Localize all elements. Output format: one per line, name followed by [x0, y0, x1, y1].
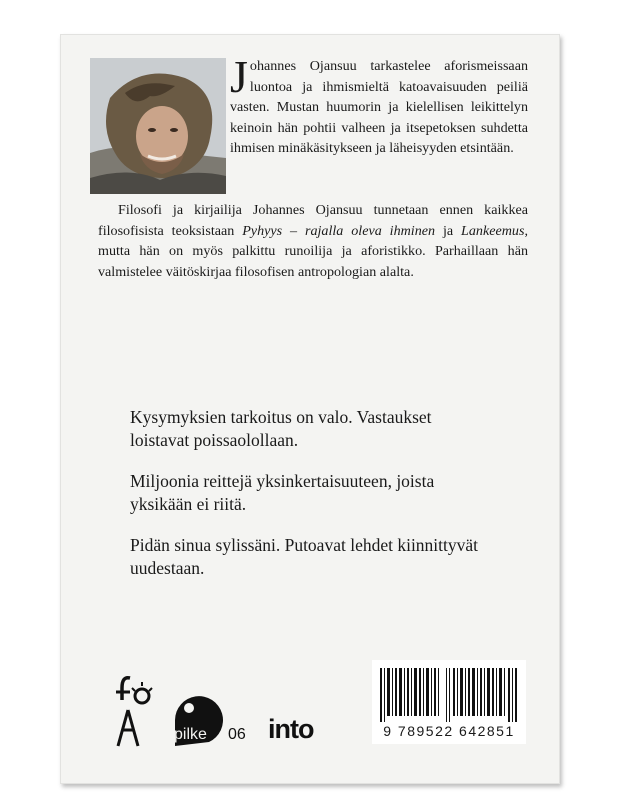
- bio-text-a: Filosofi ja kirjailija Johannes Ojansuu tunnetaan ennen kaikkea filosofisista teoksistaan: [98, 202, 528, 239]
- aphorism-1: Kysymyksien tarkoitus on valo. Vastaukset loistavat poissaolollaan.: [130, 407, 432, 450]
- aphorism-2: Miljoonia reittejä yksinkertaisuuteen, joista yksikään ei riitä.: [130, 471, 435, 514]
- publisher-logo: into: [268, 714, 314, 744]
- fo-logo-icon: [110, 670, 160, 750]
- bio-text-b: ja: [435, 222, 462, 239]
- bio-text-c: , mutta hän on myös palkittu runoilija ja aforistikko. Parhaillaan hän valmistelee väitöskirjaa filosofisen antropologian alalta.: [98, 222, 528, 280]
- author-photo: [90, 58, 226, 194]
- author-portrait-image: [90, 58, 226, 194]
- isbn-barcode: [372, 660, 526, 744]
- aphorism-3: Pidän sinua sylissäni. Putoavat lehdet kiinnittyvät uudestaan.: [130, 535, 479, 578]
- pilke-series-label: pilke: [174, 726, 207, 743]
- book-title-lankeemus: Lankeemus: [461, 222, 525, 239]
- bio-lead-text: ohannes Ojansuu tarkastelee aforismeissaan luontoa ja ihmismieltä katoavaisuuden peiliä vasten. Mustan huumorin ja kielellisen leikittelyn keinoin hän pohtii valheen ja itsepetoksen suhdetta ihmisen minäkäsitykseen ja läheisyyden etsintään.: [230, 58, 528, 156]
- isbn-number: 9 789522 642851: [383, 723, 515, 739]
- series-number: 06: [228, 726, 246, 743]
- barcode-bars-icon: [380, 668, 518, 722]
- aphorism-list: [130, 406, 490, 598]
- drop-cap: J: [230, 51, 248, 102]
- author-bio-intro: [230, 51, 528, 159]
- book-title-pyhyys: Pyhyys – rajalla oleva ihminen: [242, 222, 436, 239]
- author-bio-second: [98, 200, 528, 282]
